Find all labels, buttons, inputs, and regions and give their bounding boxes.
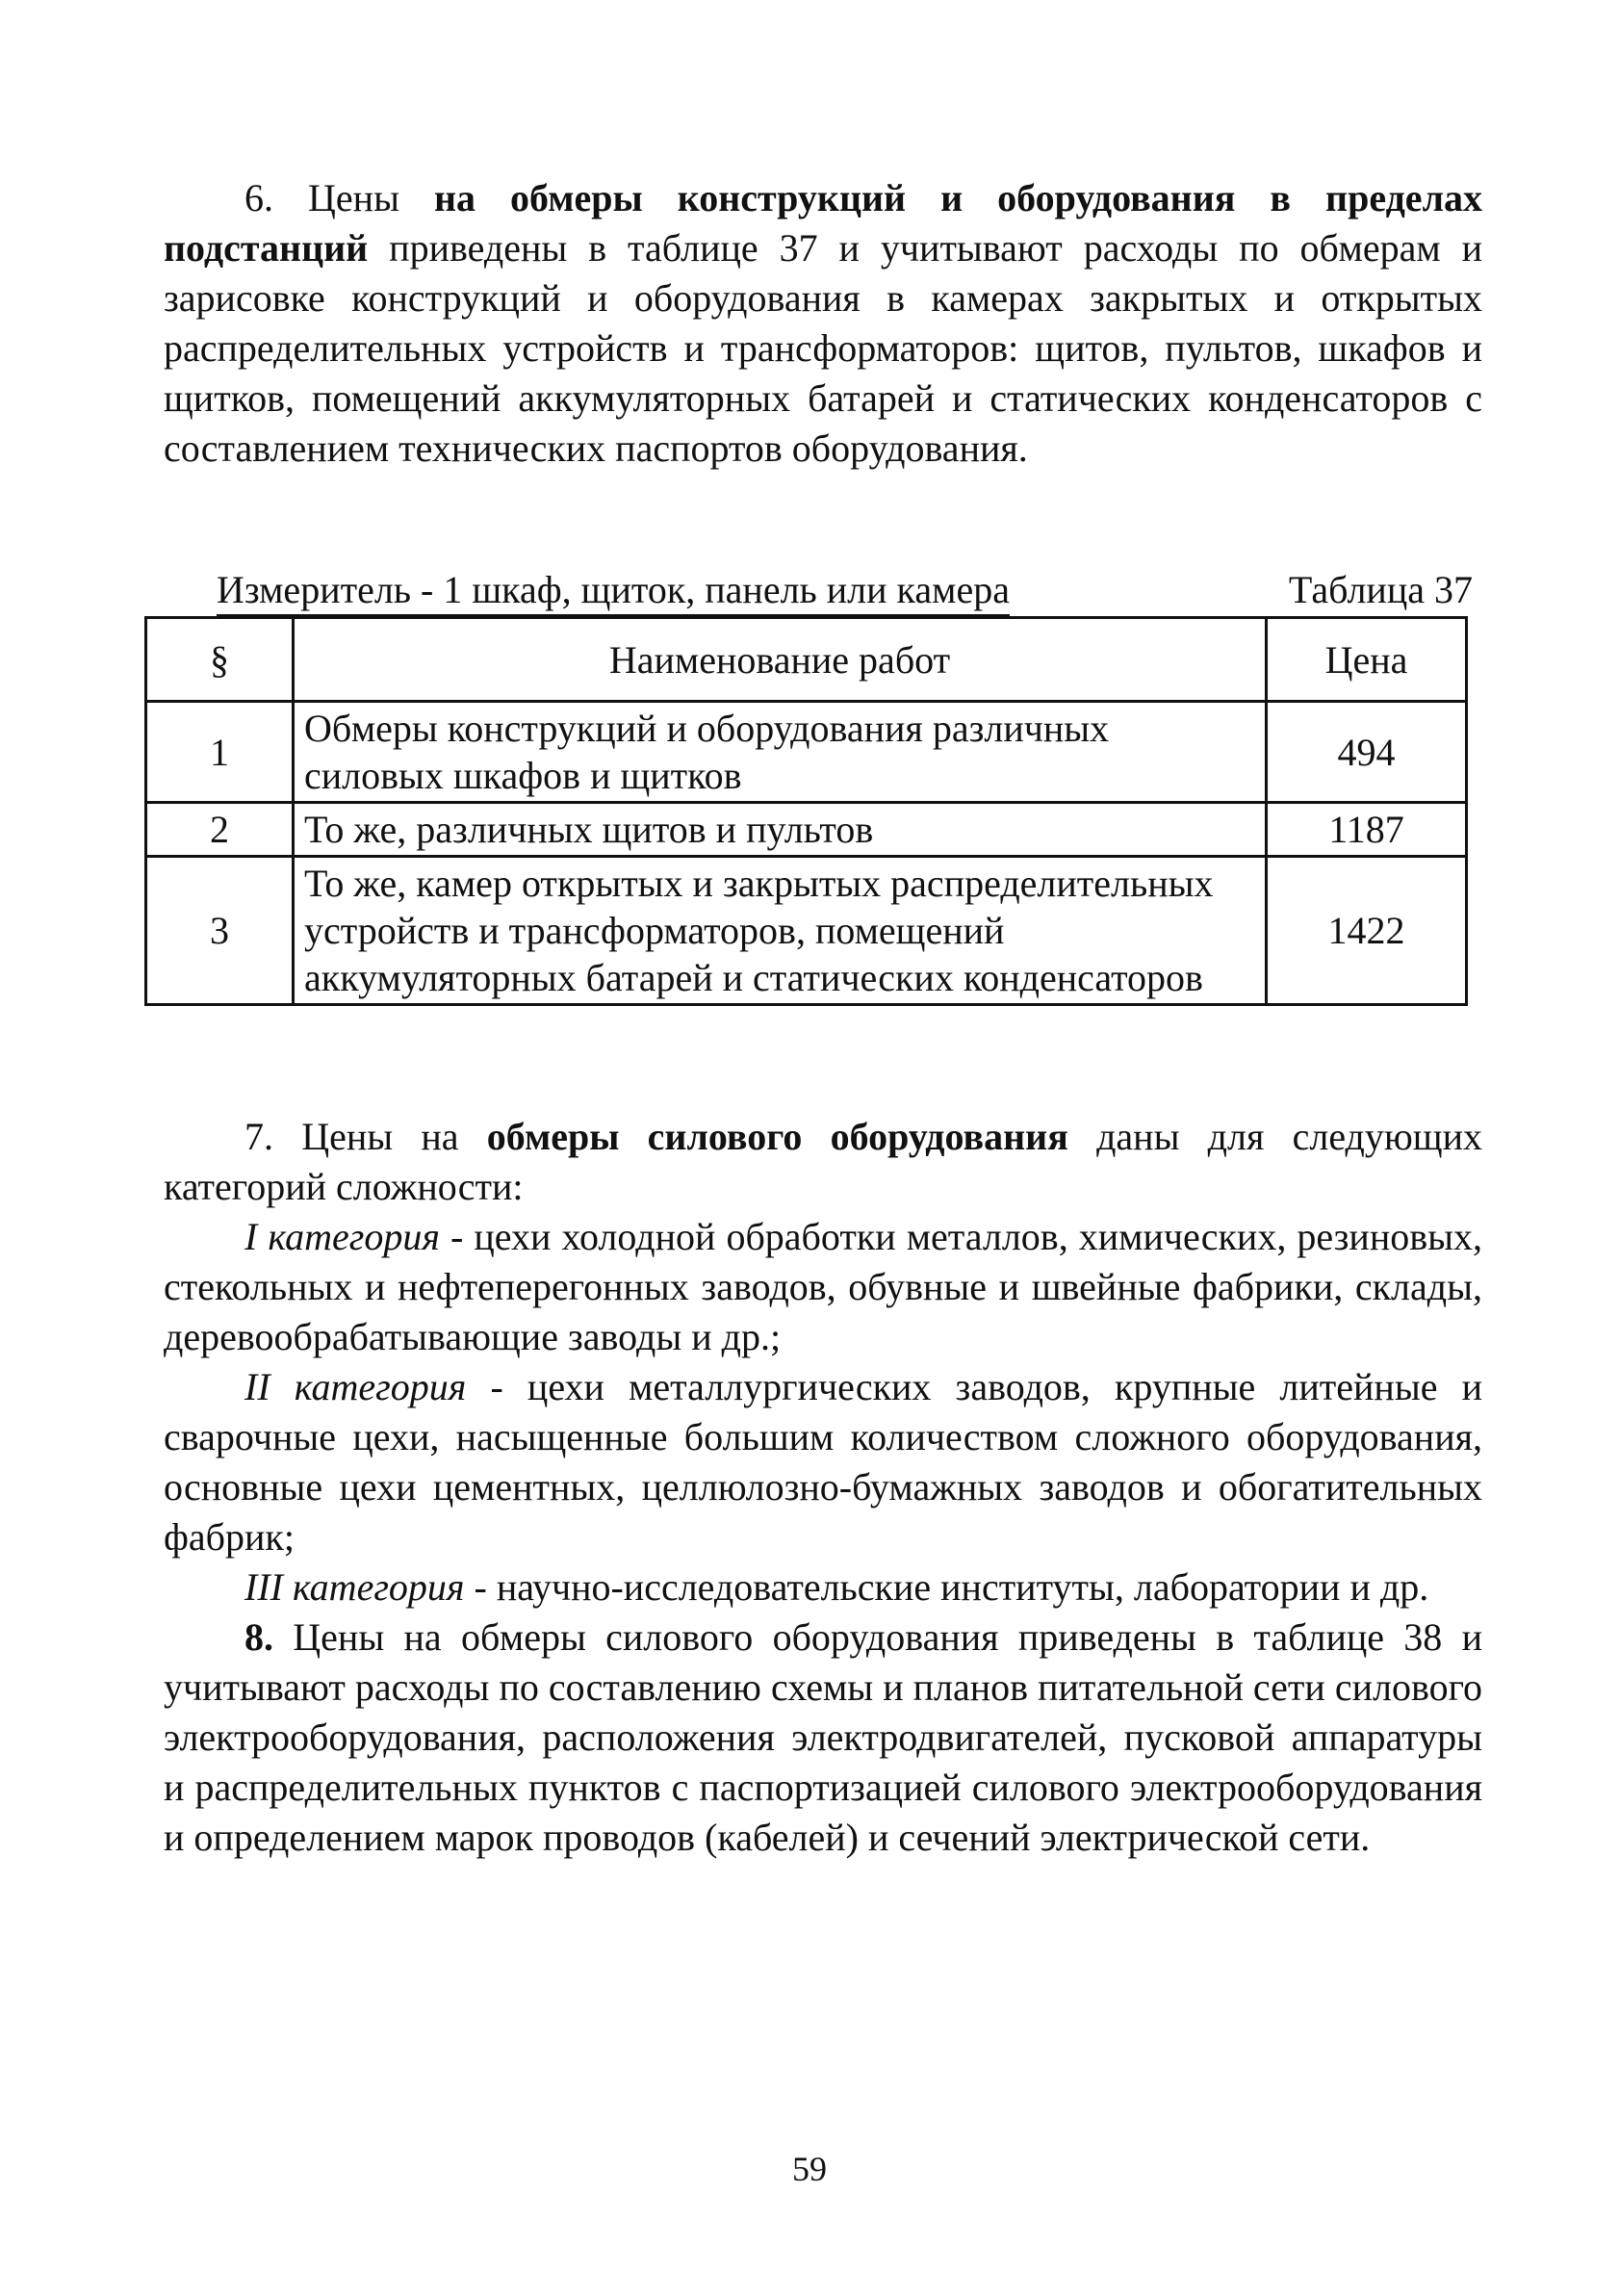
para8-text: Цены на обмеры силового оборудования приведены в таблице 38 и учитывают расходы по составлению схемы и планов питательной сети силового электрооборудования, расположения электродвигателей, пусковой аппаратуры и распределительных пунктов с паспортизацией силового электрооборудования и определением марок проводов (кабелей) и сечений электрической сети. xyxy=(164,1615,1482,1859)
category-label: III категория xyxy=(244,1565,465,1609)
category-item xyxy=(164,1562,1482,1612)
table-row xyxy=(146,803,1467,857)
table-label: Таблица 37 xyxy=(1288,568,1473,611)
page-number: 59 xyxy=(792,2150,827,2188)
category-label: II категория xyxy=(244,1365,467,1408)
para7-lead: Цены на xyxy=(273,1115,487,1158)
para7-rest: даны для следующих категорий сложности: xyxy=(164,1115,1482,1208)
table-37-caption xyxy=(217,566,1473,616)
category-text: - научно-исследовательские институты, лаборатории и др. xyxy=(464,1565,1429,1609)
para6-number: 6. xyxy=(244,176,273,219)
paragraph-6 xyxy=(164,173,1482,474)
paragraph-7 xyxy=(164,1112,1482,1212)
para8-number: 8. xyxy=(244,1615,273,1659)
row-price: 1187 xyxy=(1267,803,1467,857)
row-name: То же, различных щитов и пультов xyxy=(294,803,1267,857)
para6-rest: приведены в таблице 37 и учитывают расходы по обмерам и зарисовке конструкций и оборудования в камерах закрытых и открытых распределительных устройств и трансформаторов: щитов, пультов, шкафов и щитков, помещений аккумуляторных батарей и статических конденсаторов с составлением технических паспортов оборудования. xyxy=(164,226,1482,470)
table-row xyxy=(146,702,1467,803)
para6-lead: Цены xyxy=(273,176,434,219)
row-name: Обмеры конструкций и оборудования различных силовых шкафов и щитков xyxy=(294,702,1267,803)
row-num: 2 xyxy=(146,803,294,857)
row-price: 1422 xyxy=(1267,857,1467,1005)
category-item xyxy=(164,1212,1482,1362)
row-num: 1 xyxy=(146,702,294,803)
table-measure: Измеритель - 1 шкаф, щиток, панель или камера xyxy=(217,566,1010,616)
row-num: 3 xyxy=(146,857,294,1005)
para7-bold: обмеры силового оборудования xyxy=(486,1115,1068,1158)
table-row xyxy=(146,857,1467,1005)
paragraphs-7-8 xyxy=(164,1112,1482,1863)
header-num: § xyxy=(146,618,294,702)
category-text: - цехи металлургических заводов, крупные литейные и сварочные цехи, насыщенные большим количеством сложного оборудования, основные цехи цементных, целлюлозно-бумажных заводов и обогатительных фабрик; xyxy=(164,1365,1482,1559)
header-name: Наименование работ xyxy=(294,618,1267,702)
category-label: I категория xyxy=(244,1215,440,1258)
paragraph-8 xyxy=(164,1612,1482,1863)
category-text: - цехи холодной обработки металлов, химических, резиновых, стекольных и нефтеперегонных заводов, обувные и швейные фабрики, склады, деревообрабатывающие заводы и др.; xyxy=(164,1215,1483,1358)
para6-bold: на обмеры конструкций и оборудования в пределах подстанций xyxy=(164,176,1483,270)
table-header-row xyxy=(146,618,1467,702)
header-price: Цена xyxy=(1267,618,1467,702)
category-item xyxy=(164,1362,1482,1562)
row-name: То же, камер открытых и закрытых распределительных устройств и трансформаторов, помещений аккумуляторных батарей и статических конденсаторов xyxy=(294,857,1267,1005)
row-price: 494 xyxy=(1267,702,1467,803)
table-37 xyxy=(144,616,1468,1006)
para7-number: 7. xyxy=(244,1115,273,1158)
